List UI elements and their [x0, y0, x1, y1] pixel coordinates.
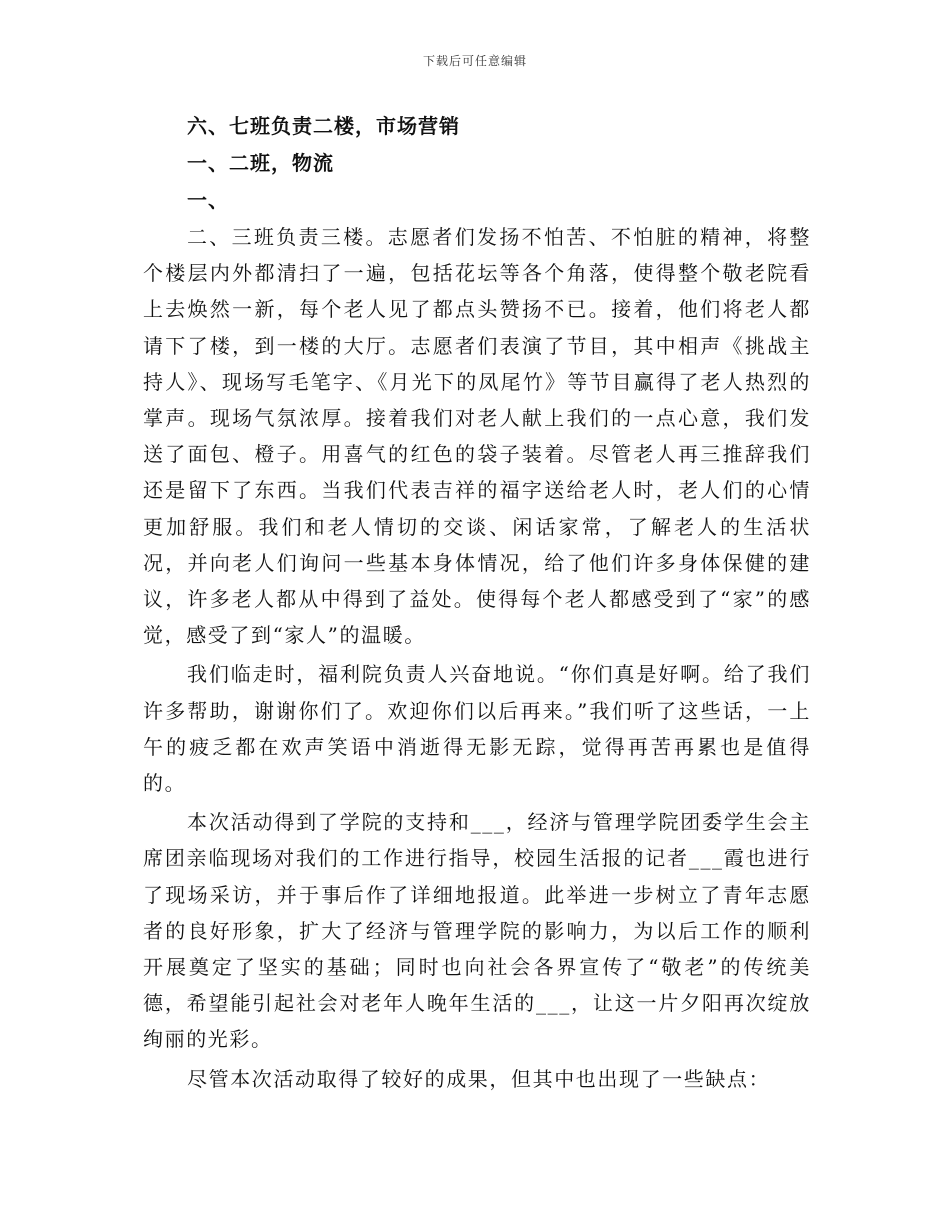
header-note: 下载后可任意编辑 [422, 54, 527, 68]
document-body [143, 108, 811, 1100]
paragraph-farewell: 我们临走时，福利院负责人兴奋地说。“你们真是好啊。给了我们许多帮助，谢谢你们了。欢迎你们以后再来。”我们听了这些话，一上午的疲乏都在欢声笑语中消逝得无影无踪，觉得再苦再累也是值得的。 [143, 662, 811, 796]
paragraph-activity-description: 二、三班负责三楼。志愿者们发扬不怕苦、不怕脏的精神，将整个楼层内外都清扫了一遍，包括花坛等各个角落，使得整个敬老院看上去焕然一新，每个老人见了都点头赞扬不已。接着，他们将老人都请下了楼，到一楼的大厅。志愿者们表演了节目，其中相声《挑战主持人》、现场写毛笔字、《月光下的凤尾竹》等节目赢得了老人热烈的掌声。现场气氛浓厚。接着我们对老人献上我们的一点心意，我们发送了面包、橙子。用喜气的红色的袋子装着。尽管老人再三推辞我们还是留下了东西。当我们代表吉祥的福字送给老人时，老人们的心情更加舒服。我们和老人情切的交谈、闲话家常，了解老人的生活状况，并向老人们询问一些基本身体情况，给了他们许多身体保健的建议，许多老人都从中得到了益处。使得每个老人都感受到了“家”的感觉，感受了到“家人”的温暖。 [143, 225, 811, 648]
paragraph-support-and-impact: 本次活动得到了学院的支持和___，经济与管理学院团委学生会主席团亲临现场对我们的工作进行指导，校园生活报的记者___霞也进行了现场采访，并于事后作了详细地报道。此举进一步树立了青年志愿者的良好形象，扩大了经济与管理学院的影响力，为以后工作的顺利开展奠定了坚实的基础；同时也向社会各界宣传了“敬老”的传统美德，希望能引起社会对老年人晚年生活的___，让这一片夕阳再次绽放绚丽的光彩。 [143, 810, 811, 1052]
paragraph-shortcomings-intro: 尽管本次活动取得了较好的成果，但其中也出现了一些缺点： [187, 1066, 771, 1091]
heading-logistics: 一、二班，物流 [187, 151, 334, 175]
heading-numbered: 一、 [187, 188, 229, 212]
heading-floor-two: 六、七班负责二楼，市场营销 [187, 114, 460, 138]
